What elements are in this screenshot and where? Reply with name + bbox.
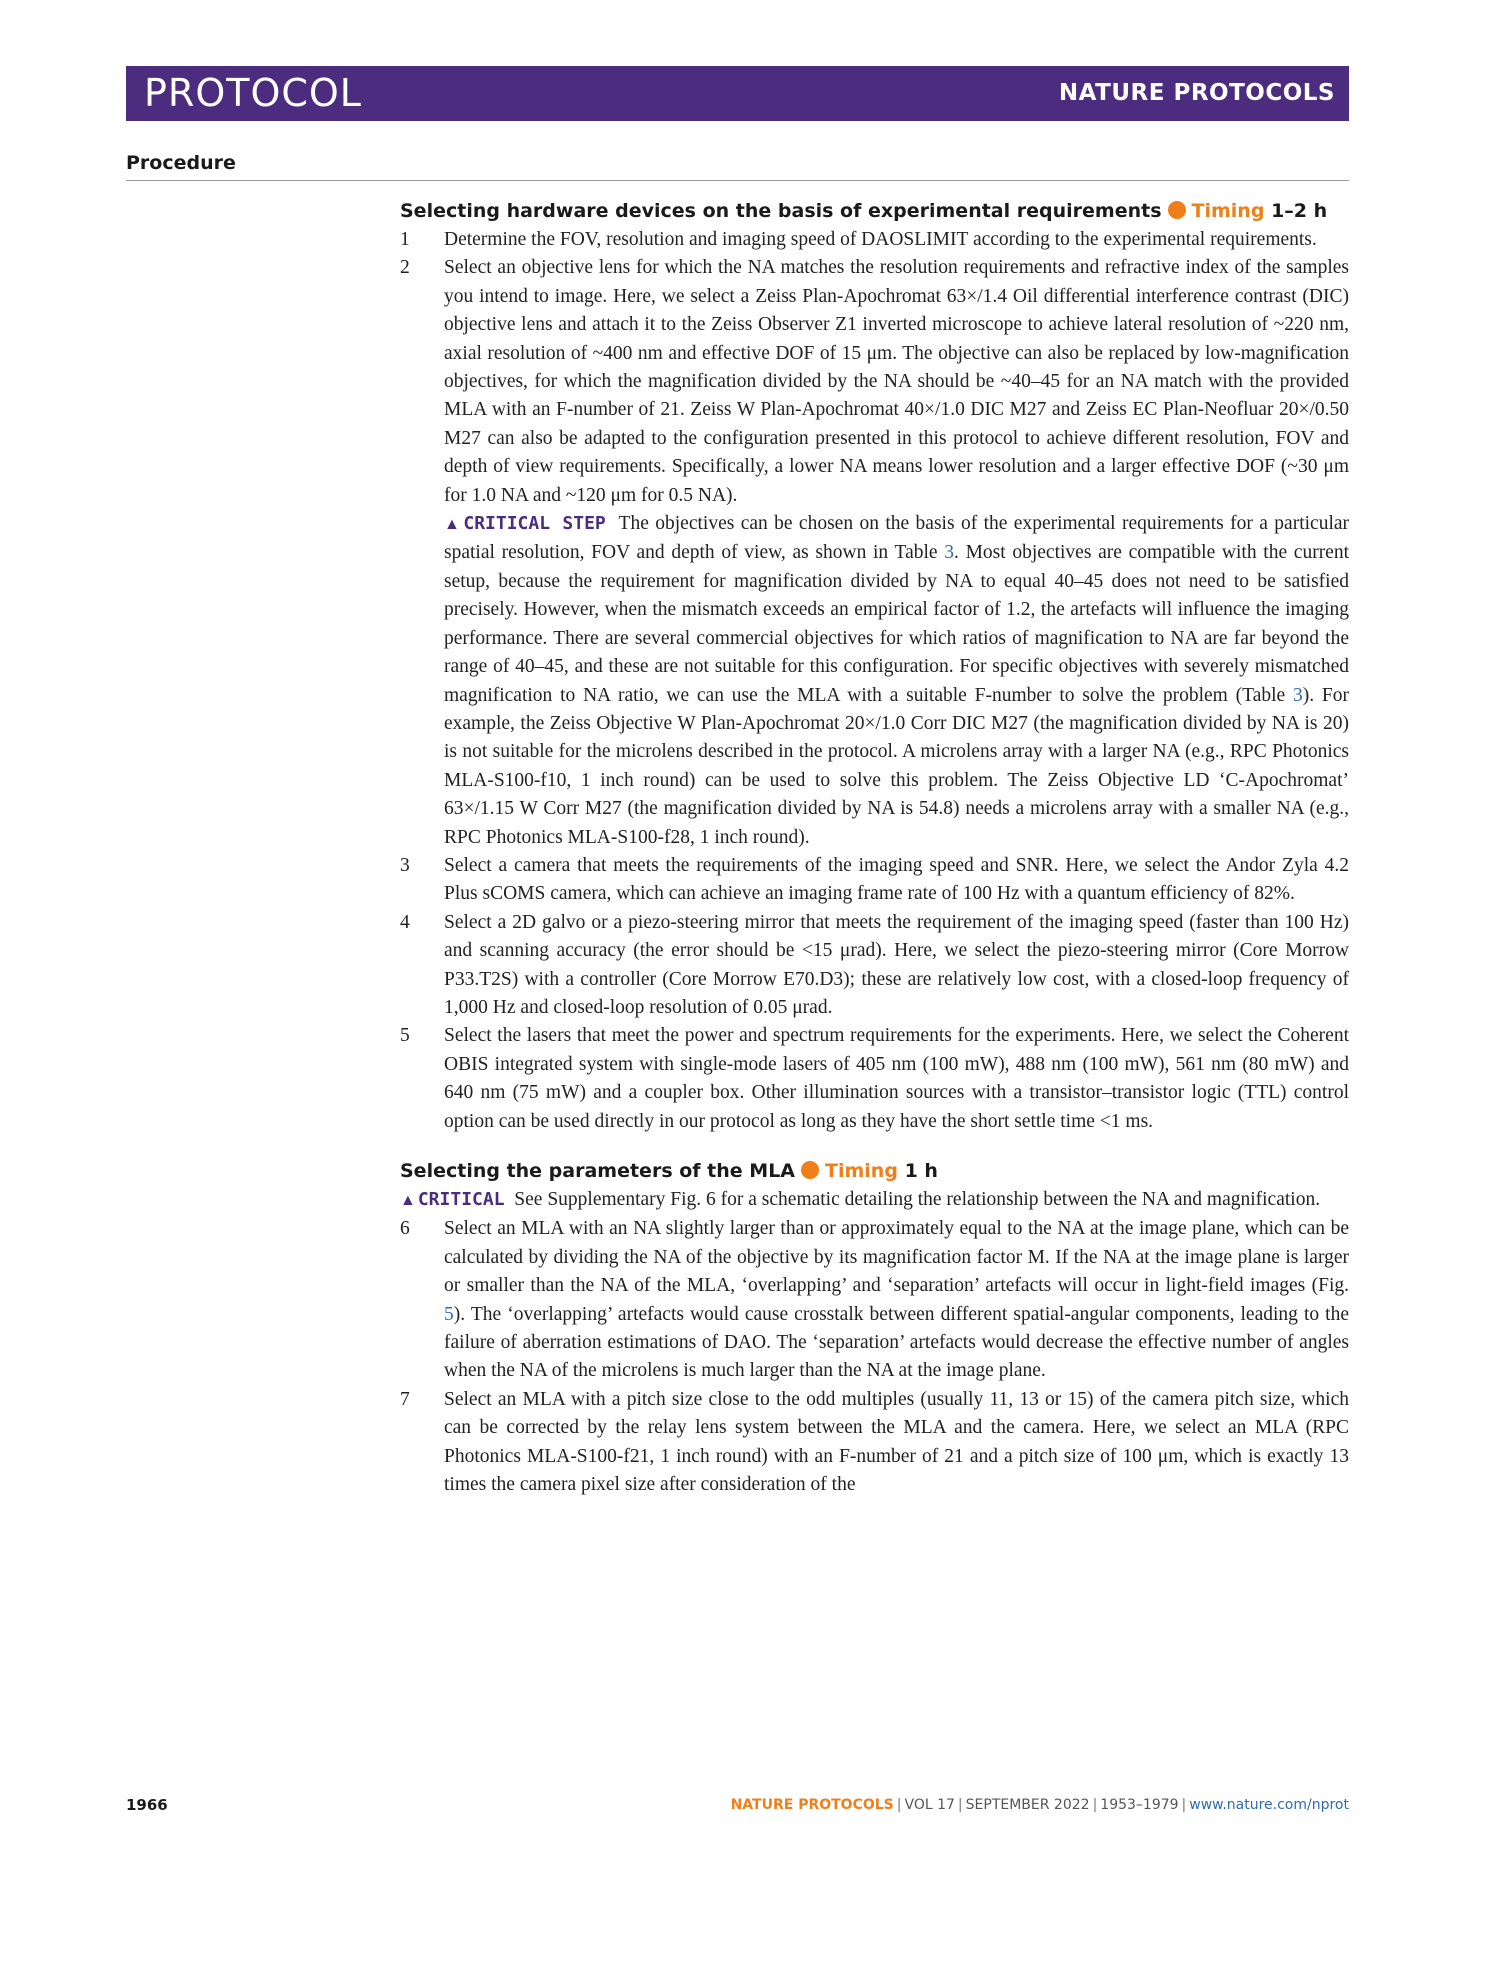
critical-text: ). For example, the Zeiss Objective W Plan-Apochromat 20×/1.0 Corr DIC M27 (the magnification divided by NA is 20) is not suitable for the microlens described in the protocol. A microlens array with a larger NA (e.g., RPC Photonics MLA-S100-f10, 1 inch round) can be used to solve this problem. The Zeiss Objective LD ‘C-Apochromat’ 63×/1.15 W Corr M27 (the magnification divided by NA is 54.8) needs a microlens array with a smaller NA (e.g., RPC Photonics MLA-S100-f28, 1 inch round). [444, 684, 1350, 848]
footer-pages: 1953–1979 [1100, 1797, 1179, 1813]
step-text: Select an objective lens for which the NA matches the resolution requirements and refractive index of the samples you intend to image. Here, we select a Zeiss Plan-Apochromat 63×/1.4 Oil differential interference contrast (DIC) objective lens and attach it to the Zeiss Observer Z1 inverted microscope to achieve lateral resolution of ~220 nm, axial resolution of ~400 nm and effective DOF of 15 μm. The objective can also be replaced by low-magnification objectives, for which the magnification divided by the NA should be ~40–45 for an NA match with the provided MLA with an F-number of 21. Zeiss W Plan-Apochromat 40×/1.0 DIC M27 and Zeiss EC Plan-Neofluar 20×/0.50 M27 can also be adapted to the configuration presented in this protocol to achieve different resolution, FOV and depth of view requirements. Specifically, a lower NA means lower resolution and a larger effective DOF (~30 μm for 1.0 NA and ~120 μm for 0.5 NA). [444, 257, 1349, 506]
step-5 [400, 1022, 1349, 1136]
step-2 [400, 254, 1349, 852]
section-title: Procedure [126, 152, 236, 174]
critical-text: The objectives can be chosen on the basis of the experimental requirements for a particular spatial resolution, FOV and depth of view, as shown in Table [444, 513, 1350, 564]
critical-label: CRITICAL [417, 1189, 505, 1210]
page-number: 1966 [126, 1796, 168, 1814]
separator: | [957, 1797, 963, 1813]
warning-triangle-icon: ▲ [444, 516, 462, 534]
step-text: Determine the FOV, resolution and imaging speed of DAOSLIMIT according to the experimental requirements. [444, 229, 1317, 250]
timing-value: 1–2 h [1271, 200, 1328, 222]
footer-volume: VOL 17 [904, 1797, 955, 1813]
step-text: Select a 2D galvo or a piezo-steering mirror that meets the requirement of the imaging speed (faster than 100 Hz) and scanning accuracy (the error should be <15 μrad). Here, we select the piezo-steering mirror (Core Morrow P33.T2S) with a controller (Core Morrow E70.D3); these are relatively low cost, with a closed-loop frequency of 1,000 Hz and closed-loop resolution of 0.05 μrad. [444, 911, 1349, 1018]
mla-heading-title: Selecting the parameters of the MLA [400, 1160, 796, 1182]
hardware-heading-title: Selecting hardware devices on the basis of experimental requirements [400, 200, 1162, 222]
section-divider [126, 180, 1349, 181]
critical-step-note [444, 510, 1349, 852]
separator: | [896, 1797, 902, 1813]
footer-date: SEPTEMBER 2022 [965, 1797, 1090, 1813]
step-text: Select a camera that meets the requirements of the imaging speed and SNR. Here, we select the Andor Zyla 4.2 Plus sCOMS camera, which can achieve an imaging frame rate of 100 Hz with a quantum efficiency of 82%. [444, 854, 1349, 905]
footer-journal: NATURE PROTOCOLS [730, 1797, 894, 1813]
step-text: Select an MLA with a pitch size close to the odd multiples (usually 11, 13 or 15) of the camera pitch size, which can be corrected by the relay lens system between the MLA and the camera. Here, we select an MLA (RPC Photonics MLA-S100-f21, 1 inch round) with an F-number of 21 and a pitch size of 100 μm, which is exactly 13 times the camera pixel size after consideration of the [444, 1388, 1349, 1496]
step-number: 5 [400, 1025, 410, 1047]
step-number: 4 [400, 911, 410, 933]
warning-triangle-icon: ▲ [400, 1192, 416, 1209]
timing-label: Timing [825, 1160, 898, 1182]
separator: | [1181, 1797, 1187, 1813]
step-3 [400, 852, 1349, 909]
step-4 [400, 909, 1349, 1023]
journal-url-link[interactable]: www.nature.com/nprot [1189, 1797, 1349, 1813]
table-reference-link[interactable]: 3 [1293, 684, 1303, 706]
step-number: 1 [400, 229, 410, 250]
hardware-heading [400, 196, 1349, 226]
critical-text: See Supplementary Fig. 6 for a schematic detailing the relationship between the NA and magnification. [514, 1189, 1321, 1210]
separator: | [1092, 1797, 1098, 1813]
step-number: 7 [400, 1388, 410, 1410]
step-text: ). The ‘overlapping’ artefacts would cause crosstalk between different spatial-angular components, leading to the failure of aberration estimations of DAO. The ‘separation’ artefacts would decrease the effective number of angles when the NA of the microlens is much larger than the NA at the image plane. [444, 1303, 1349, 1382]
journal-name: NATURE PROTOCOLS [1058, 80, 1335, 106]
timing-label: Timing [1191, 200, 1265, 222]
header-banner [126, 66, 1349, 121]
step-number: 2 [400, 257, 410, 279]
step-text: Select the lasers that meet the power and spectrum requirements for the experiments. Here, we select the Coherent OBIS integrated system with single-mode lasers of 405 nm (100 mW), 488 nm (100 mW), 561 nm (80 mW) and 640 nm (75 mW) and a coupler box. Other illumination sources with a transistor–transistor logic (TTL) control option can be used directly in our protocol as long as they have the short settle time <1 ms. [444, 1025, 1349, 1132]
mla-heading [400, 1156, 1349, 1186]
timing-dot-icon [801, 1161, 819, 1179]
article-type-label: PROTOCOL [144, 71, 362, 115]
timing-dot-icon [1168, 201, 1186, 219]
step-1 [400, 226, 1349, 254]
step-text: Select an MLA with an NA slightly larger than or approximately equal to the NA at the image plane, which can be calculated by dividing the NA of the objective by its magnification factor M. If the NA at the image plane is larger or smaller than the NA of the MLA, ‘overlapping’ and ‘separation’ artefacts will occur in light-field images (Fig. [444, 1218, 1349, 1297]
step-number: 3 [400, 854, 410, 876]
timing-value: 1 h [904, 1160, 938, 1182]
critical-note [400, 1186, 1349, 1215]
table-reference-link[interactable]: 3 [944, 542, 955, 564]
critical-text: . Most objectives are compatible with the current setup, because the requirement for magnification divided by NA to equal 40–45 does not need to be satisfied precisely. However, when the mismatch exceeds an empirical factor of 1.2, the artefacts will influence the imaging performance. There are several commercial objectives for which ratios of magnification to NA are far beyond the range of 40–45, and these are not suitable for this configuration. For specific objectives with severely mismatched magnification to NA ratio, we can use the MLA with a suitable F-number to solve the problem (Table [444, 542, 1350, 706]
procedure-content [400, 196, 1349, 1499]
figure-reference-link[interactable]: 5 [444, 1303, 454, 1325]
step-7 [400, 1386, 1349, 1500]
step-6 [400, 1215, 1349, 1385]
footer-citation [731, 1797, 1349, 1813]
step-number: 6 [400, 1218, 410, 1240]
critical-step-label: CRITICAL STEP [463, 513, 606, 535]
